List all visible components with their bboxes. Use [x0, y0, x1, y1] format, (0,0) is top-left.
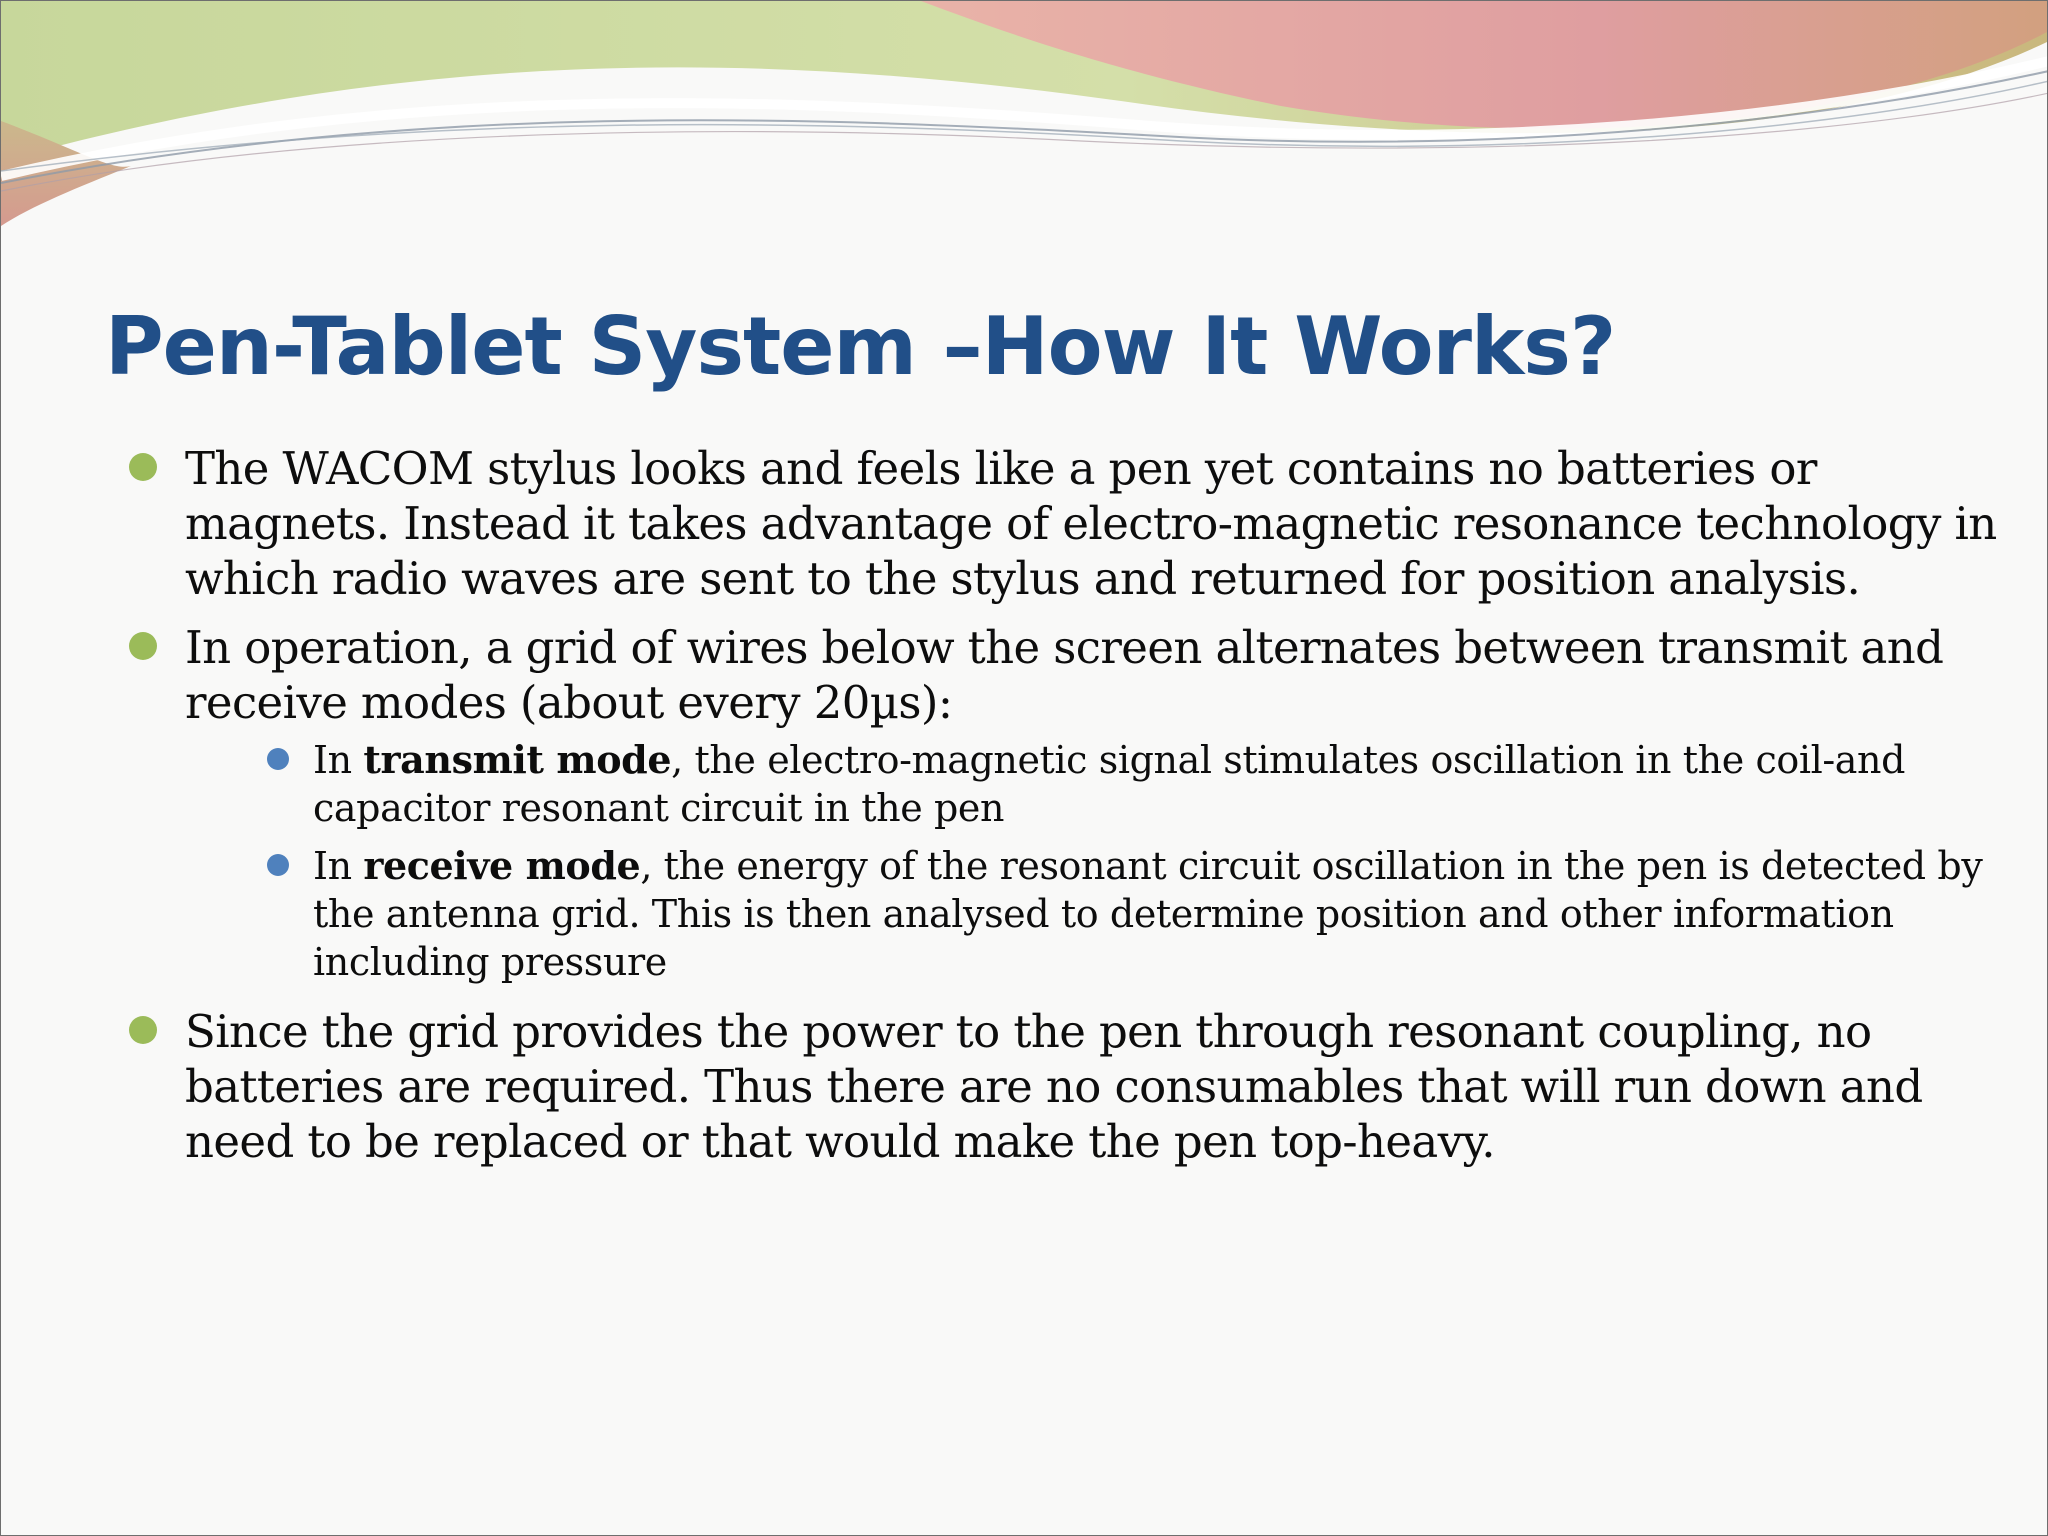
decorative-wave-header — [1, 1, 2048, 241]
sub-bullet-item — [267, 842, 2009, 986]
bullet-text: The WACOM stylus looks and feels like a pen yet contains no batteries or magnets. Instead it takes advantage of electro-magnetic resonance technology in which radio waves are sent to the stylus and returned for position analysis. — [185, 442, 1997, 605]
sub-bullet-text: , the energy of the resonant circuit oscillation in the pen is detected by the antenna grid. This is then analysed to determine position and other information including pressure — [313, 844, 1983, 984]
sub-bullet-dot-icon — [267, 748, 289, 770]
bullet-dot-icon — [129, 453, 157, 481]
sub-bullet-dot-icon — [267, 854, 289, 876]
bullet-dot-icon — [129, 1016, 157, 1044]
sub-bullet-prefix: In — [313, 738, 364, 782]
sub-bullet-bold: receive mode — [363, 843, 641, 888]
bullet-text: Since the grid provides the power to the pen through resonant coupling, no batteries are required. Thus there are no consumables that will run down and need to be replaced or that would make the pen top-heavy. — [185, 1005, 1923, 1168]
sub-bullet-item — [267, 736, 2009, 832]
bullet-item — [129, 620, 2009, 730]
bullet-dot-icon — [129, 632, 157, 660]
slide-body — [129, 441, 2009, 1183]
bullet-text: In operation, a grid of wires below the screen alternates between transmit and receive modes (about every 20µs): — [185, 621, 1944, 729]
sub-bullet-prefix: In — [313, 844, 364, 888]
sub-bullet-bold: transmit mode — [363, 737, 672, 782]
slide-title: Pen-Tablet System –How It Works? — [105, 300, 1616, 393]
bullet-item — [129, 1004, 2009, 1169]
bullet-item — [129, 441, 2009, 606]
sub-bullet-text: , the electro-magnetic signal stimulates oscillation in the coil-and capacitor resonant circuit in the pen — [313, 738, 1906, 830]
